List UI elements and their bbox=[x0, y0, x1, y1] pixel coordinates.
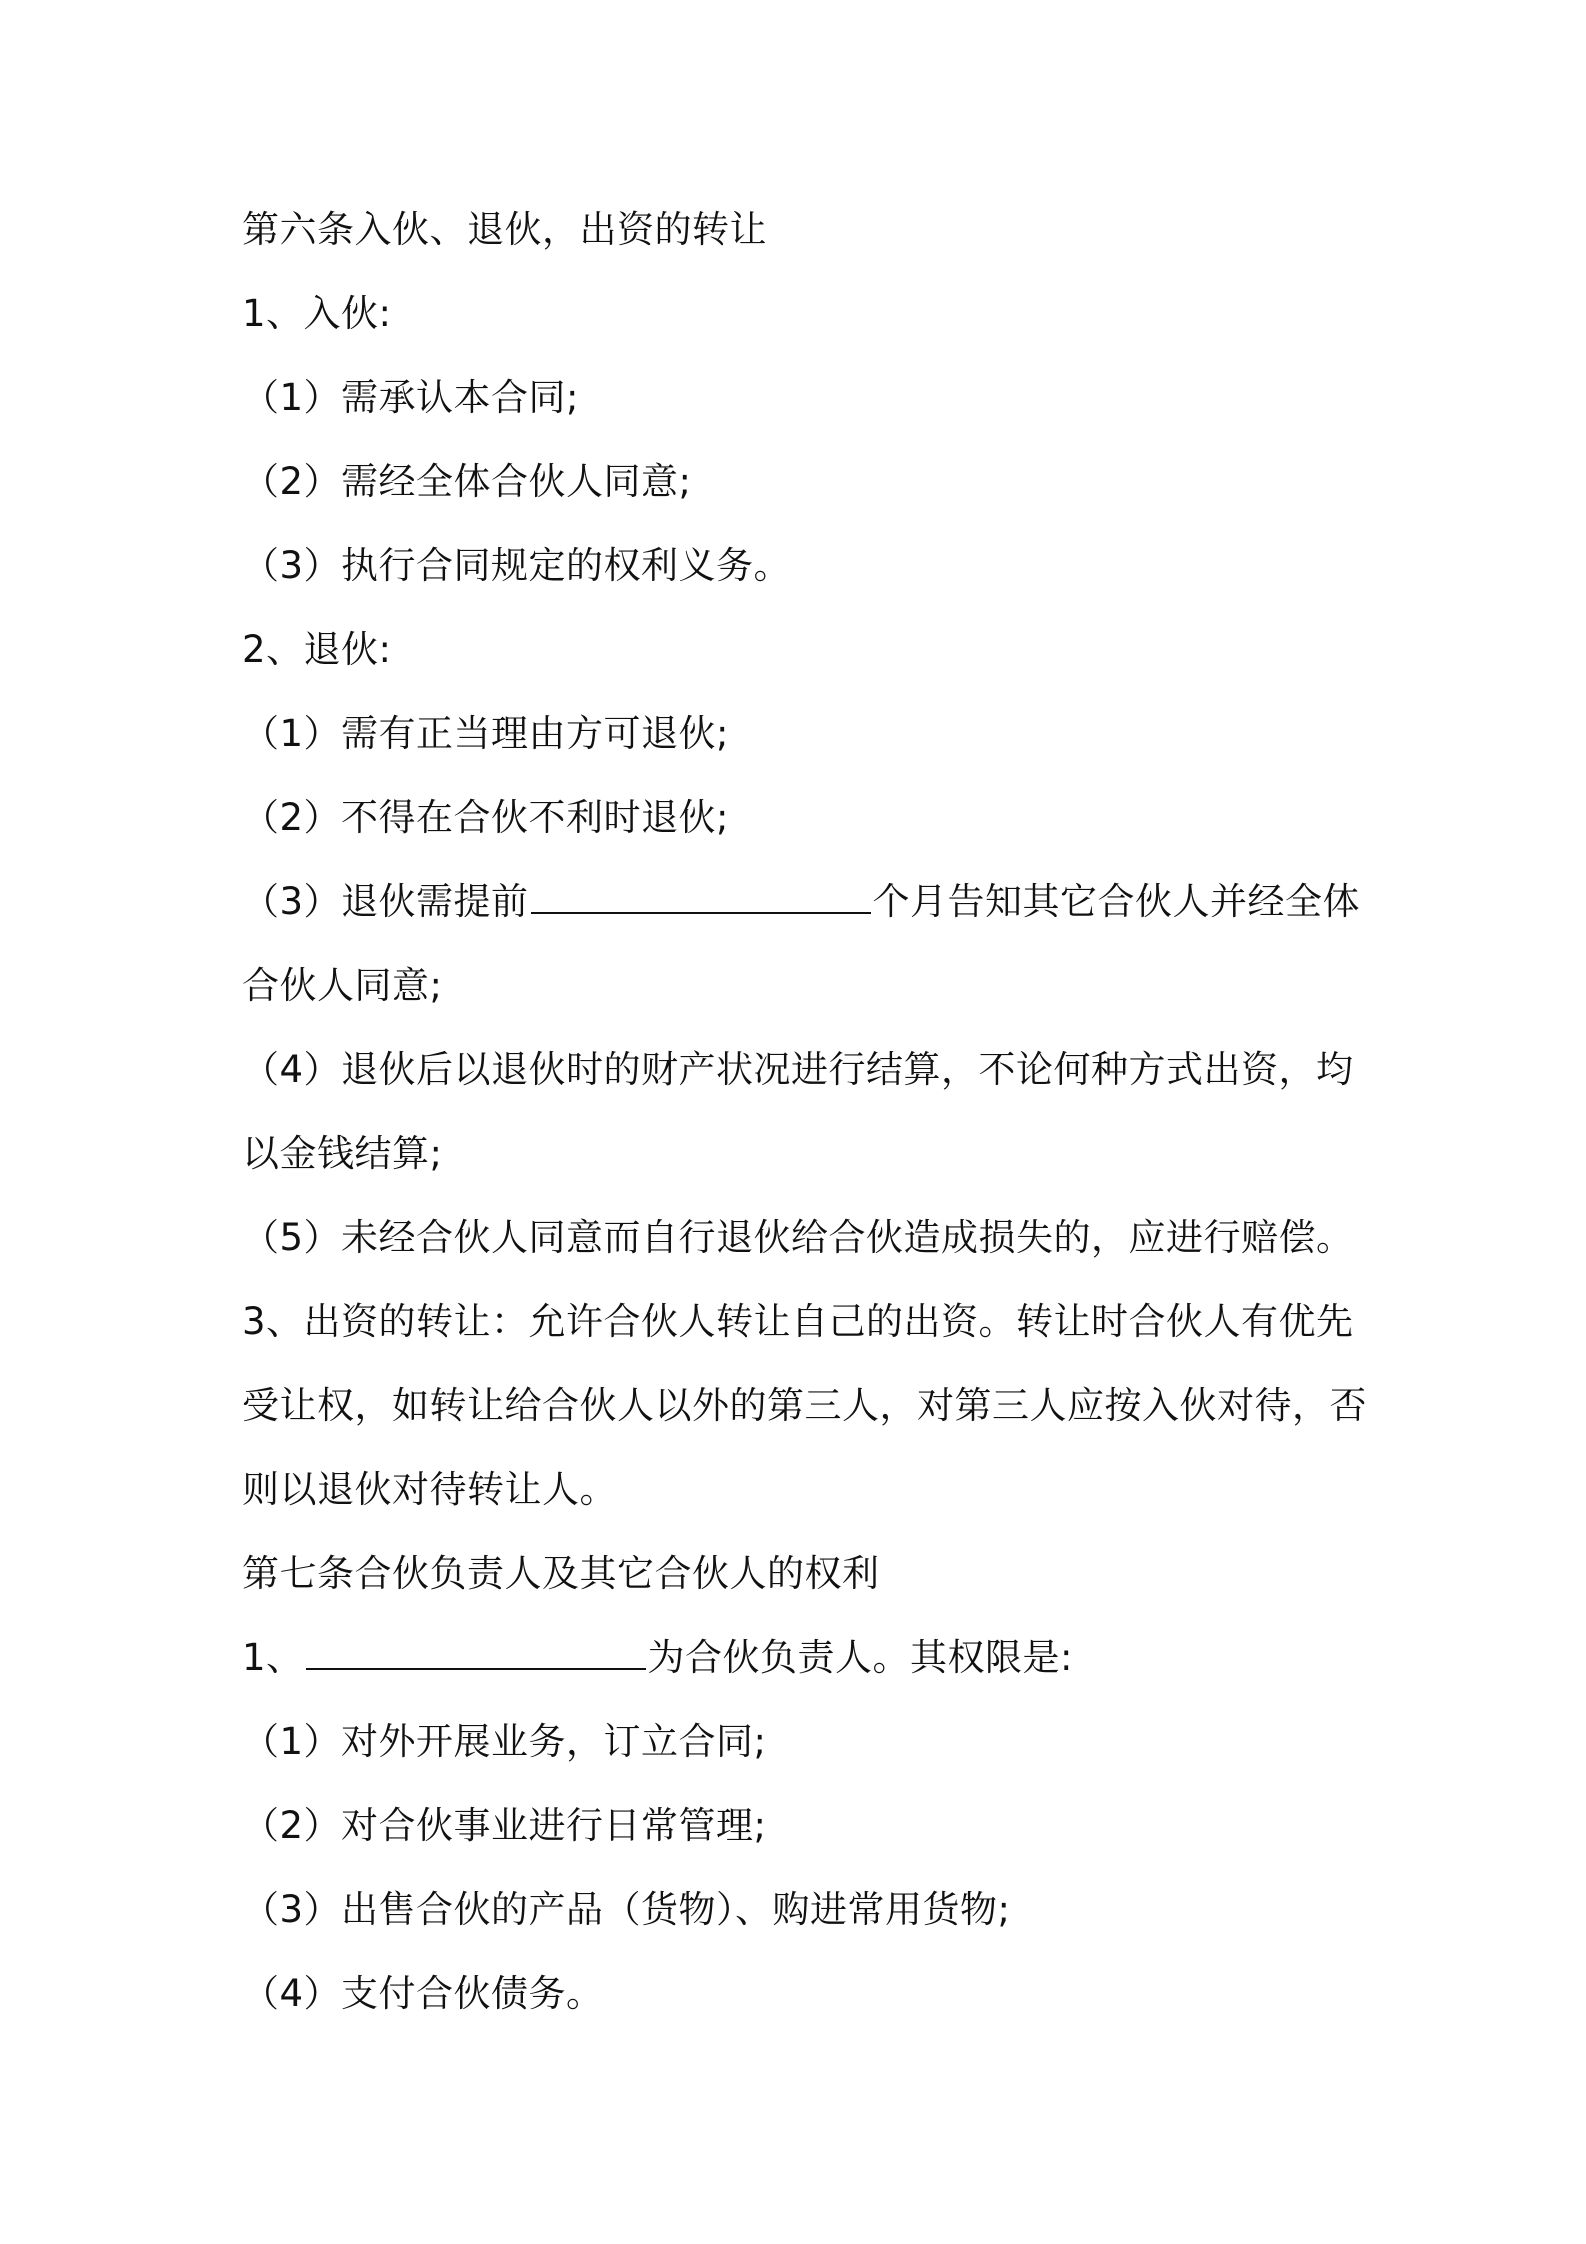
authority-item-2: （2）对合伙事业进行日常管理; bbox=[242, 1804, 767, 1847]
section-3-transfer-continued-2: 则以退伙对待转让人。 bbox=[242, 1468, 617, 1511]
withdrawal-item-4-continued: 以金钱结算; bbox=[242, 1132, 443, 1175]
section-3-transfer-continued-1: 受让权，如转让给合伙人以外的第三人，对第三人应按入伙对待，否 bbox=[242, 1384, 1367, 1427]
authority-item-1: （1）对外开展业务，订立合同; bbox=[242, 1720, 767, 1763]
section-3-transfer: 3、出资的转让：允许合伙人转让自己的出资。转让时合伙人有优先 bbox=[242, 1300, 1354, 1343]
responsible-partner-line bbox=[242, 1634, 1362, 1682]
section-1-joining: 1、入伙: bbox=[242, 292, 392, 335]
notice-months-blank[interactable] bbox=[531, 878, 871, 914]
withdrawal-item-5: （5）未经合伙人同意而自行退伙给合伙造成损失的，应进行赔偿。 bbox=[242, 1216, 1354, 1259]
withdrawal-item-2: （2）不得在合伙不利时退伙; bbox=[242, 796, 730, 839]
withdrawal-item-3-continued: 合伙人同意; bbox=[242, 964, 443, 1007]
withdrawal-item-3-prefix: （3）退伙需提前 bbox=[242, 880, 529, 923]
section-2-withdrawal: 2、退伙: bbox=[242, 628, 392, 671]
authority-item-4: （4）支付合伙债务。 bbox=[242, 1972, 604, 2015]
responsible-partner-suffix: 为合伙负责人。其权限是: bbox=[647, 1636, 1074, 1679]
withdrawal-item-4: （4）退伙后以退伙时的财产状况进行结算，不论何种方式出资，均 bbox=[242, 1048, 1354, 1091]
joining-item-1: （1）需承认本合同; bbox=[242, 376, 580, 419]
joining-item-2: （2）需经全体合伙人同意; bbox=[242, 460, 692, 503]
responsible-partner-prefix: 1、 bbox=[242, 1636, 304, 1679]
authority-item-3: （3）出售合伙的产品（货物）、购进常用货物; bbox=[242, 1888, 1011, 1931]
withdrawal-item-1: （1）需有正当理由方可退伙; bbox=[242, 712, 730, 755]
article-seven-heading: 第七条合伙负责人及其它合伙人的权利 bbox=[242, 1552, 880, 1595]
withdrawal-item-3 bbox=[242, 878, 1362, 926]
joining-item-3: （3）执行合同规定的权利义务。 bbox=[242, 544, 792, 587]
withdrawal-item-3-suffix: 个月告知其它合伙人并经全体 bbox=[872, 880, 1361, 923]
article-six-heading: 第六条入伙、退伙，出资的转让 bbox=[242, 208, 767, 251]
responsible-partner-blank[interactable] bbox=[306, 1634, 646, 1670]
